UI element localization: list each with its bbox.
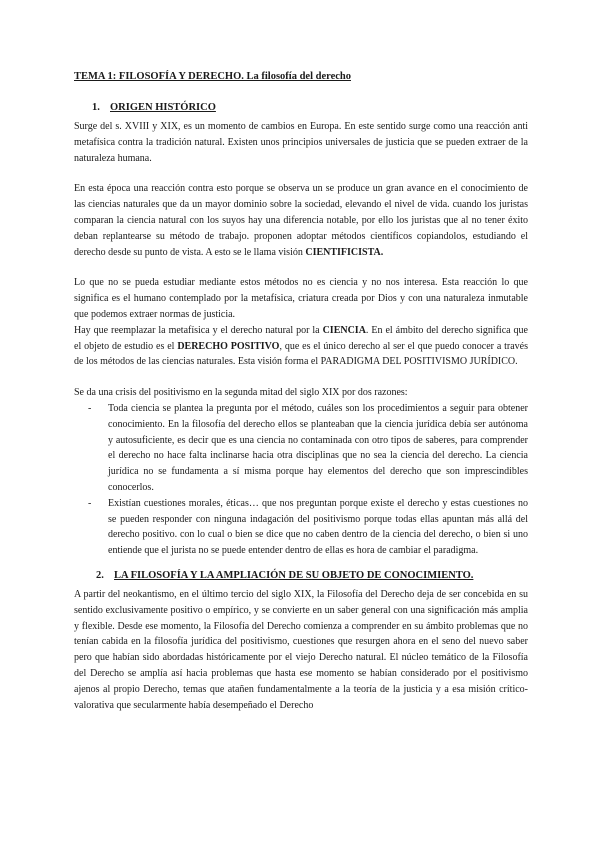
bullet-list (74, 401, 528, 559)
paragraph: Se da una crisis del positivismo en la segunda mitad del siglo XIX por dos razones: (74, 387, 408, 399)
document-body (74, 70, 528, 713)
list-item-text: Existían cuestiones morales, éticas… que nos preguntan porque existe el derecho y estas cuestiones no se pueden responder con ninguna indagación del positivismo porque todas ellas apuntan más allá del derecho positivo. con lo cual o bien se dice que no caben dentro de la ciencia del derecho, o bien si uno entiende que el jurista no se puede entender dentro de ellas es hora de cambiar el paradigma. (108, 497, 528, 557)
dash-bullet: - (88, 497, 92, 509)
bold-term: CIENCIA (322, 324, 366, 336)
document-title: TEMA 1: FILOSOFÍA Y DERECHO. La filosofía del derecho (74, 71, 351, 82)
list-item-text: Toda ciencia se plantea la pregunta por el método, cuáles son los procedimientos a seguir para obtener conocimiento. En la filosofía del derecho ellos se planteaban que la ciencia jurídica debía ser autónoma y autosuficiente, es decir que es una ciencia no contaminada con otro tipos de saberes, para comprender el derecho no hace falta inclinarse hacia otra disciplinas que no sea la ciencia del derecho. La ciencia jurídica no se fundamenta a sí misma porque hay elementos del derecho que son imprescindibles conocerlos. (108, 402, 528, 493)
list-item (74, 496, 528, 559)
bold-term: DERECHO POSITIVO (177, 340, 280, 352)
section-heading-filosofia (74, 569, 528, 583)
paragraph: En esta época una reacción contra esto porque se observa un se produce un gran avance en el conocimiento de las ciencias naturales que da un mayor dominio sobre la sociedad, elevando el nivel de vida. cuando los juristas comparan la ciencia natural con los suyos hay una diferencia notable, por ello los juristas que al no tener éxito deban replantearse su método de trabajo. proponen adoptar métodos científicos copiandolos, estudiando el derecho desde su punto de vista. A esto se le llama visión CIENTIFICISTA. (74, 183, 528, 258)
list-item (74, 401, 528, 496)
dash-bullet: - (88, 402, 92, 414)
paragraph: Surge del s. XVIII y XIX, es un momento de cambios en Europa. En este sentido surge como una reacción anti metafísica contra la tradición natural. Existen unos principios universales de justicia que se pueden extraer de la naturaleza humana. (74, 121, 528, 164)
section-heading-origen (74, 101, 528, 115)
section-title: LA FILOSOFÍA Y LA AMPLIACIÓN DE SU OBJETO DE CONOCIMIENTO. (114, 569, 474, 581)
bold-term: CIENTIFICISTA. (305, 246, 384, 258)
section-number: 1. (92, 102, 100, 113)
paragraph: Lo que no se pueda estudiar mediante estos métodos no es ciencia y no nos interesa. Esta reacción lo que significa es el humano contemplado por la metafísica, criatura creada por Dios y con una naturaleza inmutable que podemos extraer normas de justicia. (74, 277, 528, 320)
paragraph: A partir del neokantismo, en el último tercio del siglo XIX, la Filosofía del Derecho deja de ser concebida en su sentido exclusivamente positivo o empírico, y se convierte en un saber general con una significación más amplia y flexible. Desde ese momento, la Filosofía del Derecho comienza a comprender en su ámbito problemas que no tenían cabida en la filosofía jurídica del positivismo, cuestiones que resurgen ahora en el seno del nuevo saber pero que habían sido abordadas históricamente por el viejo Derecho natural. El núcleo temático de la Filosofía del Derecho se amplía así hacia problemas que hasta ese momento se habían considerado por el positivismo ajenos al propio Derecho, temas que atañen fundamentalmente a la teoría de la justicia y a esa misión crítico-valorativa que secularmente había desempeñado el Derecho (74, 588, 528, 711)
paragraph: Hay que reemplazar la metafísica y el derecho natural por la CIENCIA. En el ámbito del derecho significa que el objeto de estudio es el DERECHO POSITIVO, que es el único derecho al ser el que puedo conocer a través de los métodos de las ciencias naturales. Esta visión forma el PARADIGMA DEL POSITIVISMO JURÍDICO. (74, 324, 529, 368)
section-title: ORIGEN HISTÓRICO (110, 102, 216, 113)
section-number: 2. (96, 569, 104, 581)
